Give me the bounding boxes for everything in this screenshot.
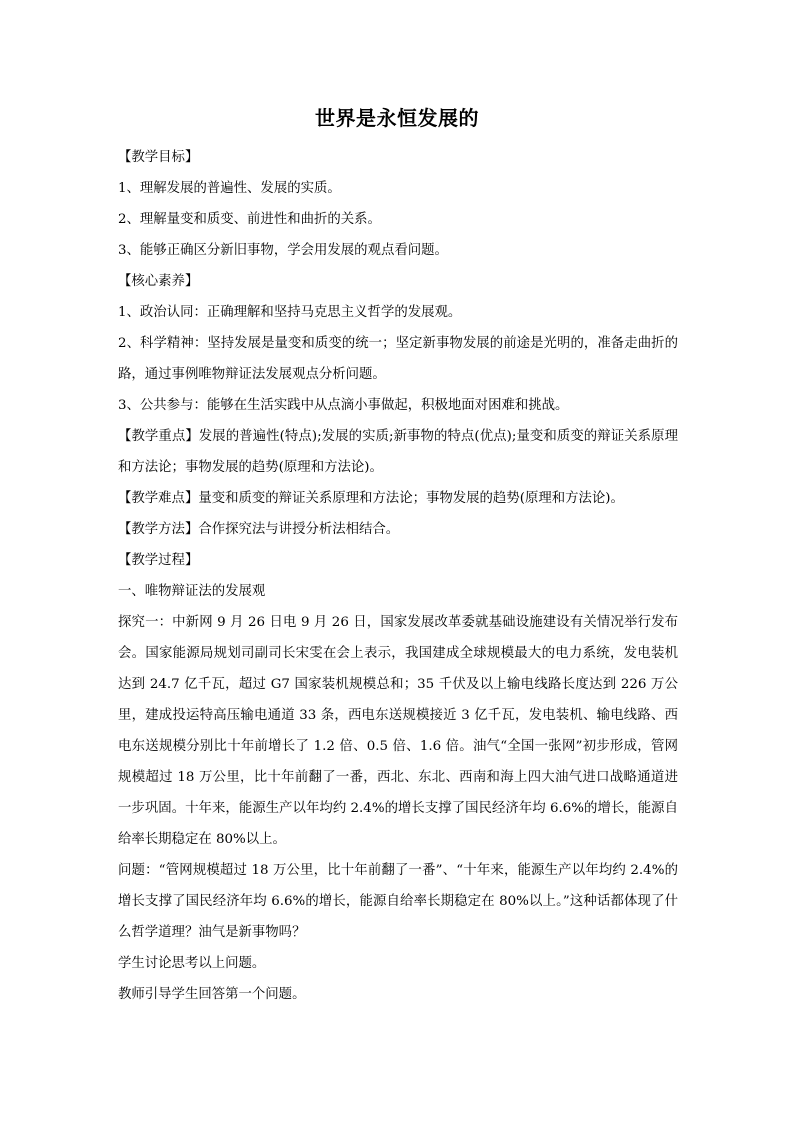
document-title: 世界是永恒发展的	[315, 106, 479, 130]
subsection-heading: 一、唯物辩证法的发展观	[118, 584, 266, 599]
objective-item: 3、能够正确区分新旧事物，学会用发展的观点看问题。	[118, 243, 448, 258]
core-literacy-item: 1、政治认同：正确理解和坚持马克思主义哲学的发展观。	[118, 305, 462, 320]
question-paragraph: 问题：“管网规模超过 18 万公里，比十年前翻了一番”、“十年来，能源生产以年均约 2.4%的增长支撑了国民经济年均 6.6%的增长，能源自给率长期稳定在 80%以上。”这种话都体现了什么哲学道理？油气是新事物吗？	[118, 863, 678, 940]
teaching-difficulties: 【教学难点】量变和质变的辩证关系原理和方法论；事物发展的趋势(原理和方法论)。	[118, 491, 624, 506]
section-heading-core-literacy: 【核心素养】	[118, 274, 199, 289]
document-body	[118, 142, 678, 1010]
teaching-methods: 【教学方法】合作探究法与讲授分析法相结合。	[118, 522, 400, 537]
teaching-key-points: 【教学重点】发展的普遍性(特点);发展的实质;新事物的特点(优点);量变和质变的辩证关系原理和方法论；事物发展的趋势(原理和方法论)。	[118, 429, 678, 475]
objective-item: 1、理解发展的普遍性、发展的实质。	[118, 181, 341, 196]
activity-paragraph: 学生讨论思考以上问题。	[118, 956, 266, 971]
section-heading-process: 【教学过程】	[118, 553, 199, 568]
section-heading-objectives: 【教学目标】	[118, 150, 199, 165]
core-literacy-item: 2、科学精神：坚持发展是量变和质变的统一；坚定新事物发展的前途是光明的，准备走曲折的路，通过事例唯物辩证法发展观点分析问题。	[118, 336, 678, 382]
exploration-paragraph: 探究一：中新网 9 月 26 日电 9 月 26 日，国家发展改革委就基础设施建设有关情况举行发布会。国家能源局规划司副司长宋雯在会上表示，我国建成全球规模最大的电力系统，发电装机达到 24.7 亿千瓦，超过 G7 国家装机规模总和；35 千伏及以上输电线路长度达到 226 万公里，建成投运特高压输电通道 33 条，西电东送规模接近 3 亿千瓦，发电装机、输电线路、西电东送规模分别比十年前增长了 1.2 倍、0.5 倍、1.6 倍。油气“全国一张网”初步形成，管网规模超过 18 万公里，比十年前翻了一番，西北、东北、西南和海上四大油气进口战略通道进一步巩固。十年来，能源生产以年均约 2.4%的增长支撑了国民经济年均 6.6%的增长，能源自给率长期稳定在 80%以上。	[118, 615, 678, 847]
objective-item: 2、理解量变和质变、前进性和曲折的关系。	[118, 212, 381, 227]
core-literacy-item: 3、公共参与：能够在生活实践中从点滴小事做起，积极地面对困难和挑战。	[118, 398, 569, 413]
activity-paragraph: 教师引导学生回答第一个问题。	[118, 987, 306, 1002]
